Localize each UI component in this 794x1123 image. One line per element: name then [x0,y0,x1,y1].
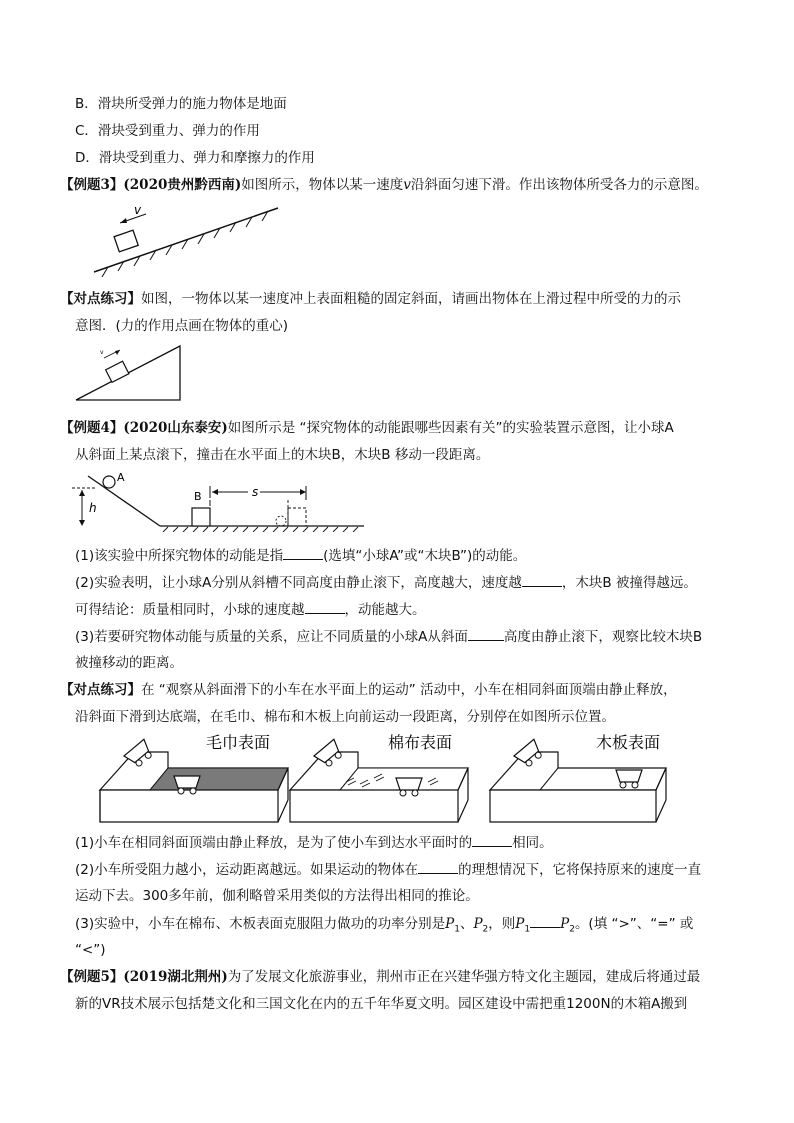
question-text: 如图，一物体以某一速度冲上表面粗糙的固定斜面，请画出物体在上滑过程中所受的力的示 [141,291,681,307]
option-d: D．滑块受到重力、弹力和摩擦力的作用 [75,150,315,166]
power-symbol: P [560,916,570,932]
question-text: (2)实验表明，让小球A分别从斜槽不同高度由静止滚下，高度越大，速度越 [75,575,522,591]
practice-2-question [60,680,677,700]
question-text: 沿斜面匀速下滑。作出该物体所受各力的示意图。 [410,177,708,193]
question-text: (3)实验中，小车在棉布、木板表面克服阻力做功的功率分别是 [75,916,446,932]
velocity-symbol: v [403,177,411,193]
three-surfaces-figure [98,730,670,830]
option-c: C．滑块受到重力、弹力的作用 [75,123,260,139]
question-text: ，木块B 被撞得越远。 [561,575,697,591]
incline-up-figure [72,342,187,406]
distance-label: s [252,485,259,499]
prac2-q2-continued: 运动下去。300多年前，伽利略曾采用类似的方法得出相同的推论。 [75,888,479,904]
example-5-question [60,967,700,987]
prac2-q1 [75,832,553,853]
example-3-question [60,175,708,195]
example-4-continued: 从斜面上某点滚下，撞击在水平面上的木块B，木块B 移动一段距离。 [75,447,490,463]
practice-2-continued: 沿斜面下滑到达底端，在毛巾、棉布和木板上向前运动一段距离，分别停在如图所示位置。 [75,709,615,725]
question-text: (3)若要研究物体动能与质量的关系，应让不同质量的小球A从斜面 [75,629,468,645]
example-tag: 【例题4】 [60,420,124,436]
question-text: (选填“小球A”或“木块B”)的动能。 [323,548,527,564]
ball-label: A [117,471,125,484]
question-text: ，则 [488,916,516,932]
prac2-q3 [75,913,693,940]
question-text: 为了发展文化旅游事业，荆州市正在兴建华强方特文化主题园，建成后将通过最 [227,969,701,985]
question-text: 的理想情况下，它将保持原来的速度一直 [458,862,702,878]
question-text: 如图所示是 “探究物体的动能跟哪些因素有关”的实验装置示意图，让小球A [227,420,674,436]
practice-tag: 【对点练习】 [60,682,141,698]
question-text: 可得结论：质量相同时，小球的速度越 [75,602,305,618]
question-text: 在 “观察从斜面滑下的小车在水平面上的运动” 活动中，小车在相同斜面顶端由静止释放， [141,682,677,698]
answer-blank[interactable] [283,545,323,560]
example-5-continued: 新的VR技术展示包括楚文化和三国文化在内的五千年华夏文明。园区建设中需把重1200N的木箱A搬到 [75,996,688,1012]
power-symbol: P [473,916,483,932]
subscript: 2 [482,924,489,935]
question-text: 。(填 “>”、“=” 或 [574,916,694,932]
block-b [192,508,210,526]
ex4-q2-conclusion [75,599,426,620]
subscript: 2 [569,924,575,935]
prac2-q3-continued: “<”) [75,942,106,958]
example-tag: 【例题3】 [60,177,124,193]
practice-tag: 【对点练习】 [60,291,141,307]
answer-blank[interactable] [468,626,504,641]
practice-1-question [60,289,681,309]
kinetic-energy-figure [68,470,368,532]
ball-a [103,476,115,488]
answer-blank[interactable] [305,599,345,614]
subscript: 1 [454,924,460,935]
subscript: 1 [524,924,531,935]
block-label: B [194,490,202,503]
practice-1-continued: 意图．(力的作用点画在物体的重心) [75,318,289,334]
power-symbol: P [445,916,455,932]
question-text: (2)小车所受阻力越小，运动距离越远。如果运动的物体在 [75,862,419,878]
question-text: (1)该实验中所探究物体的动能是指 [75,548,284,564]
velocity-label: v [100,349,104,356]
source-tag: (2020山东泰安) [123,420,228,436]
wood-panel [490,733,666,822]
prac2-q2 [75,859,701,880]
question-text: 高度由静止滚下，观察比较木块B [503,629,703,645]
option-b: B．滑块所受弹力的施力物体是地面 [75,96,287,112]
question-text: (1)小车在相同斜面顶端由静止释放，是为了使小车到达水平面时的 [75,835,473,851]
ex4-q3 [75,626,702,647]
towel-label: 毛巾表面 [206,733,271,752]
answer-blank[interactable] [472,832,512,847]
incline-slide-figure [88,200,288,278]
ex4-q3-continued: 被撞移动的距离。 [75,655,183,671]
answer-blank[interactable] [522,572,562,587]
cotton-panel [290,733,468,822]
source-tag: (2019湖北荆州) [123,969,228,985]
answer-blank[interactable] [418,859,458,874]
example-tag: 【例题5】 [60,969,124,985]
cotton-label: 棉布表面 [388,733,453,752]
answer-blank[interactable] [530,913,560,928]
separator: 、 [459,916,474,932]
velocity-label: v [134,203,142,217]
question-text: 如图所示，物体以某一速度 [241,177,404,193]
question-text: ，动能越大。 [344,602,426,618]
ex4-q1 [75,545,526,566]
towel-panel [100,733,288,822]
height-label: h [89,501,97,515]
question-text: 相同。 [512,835,553,851]
ex4-q2 [75,572,697,593]
example-4-question [60,418,674,438]
source-tag: (2020贵州黔西南) [123,177,242,193]
power-symbol: P [515,916,525,932]
wood-label: 木板表面 [596,733,661,752]
